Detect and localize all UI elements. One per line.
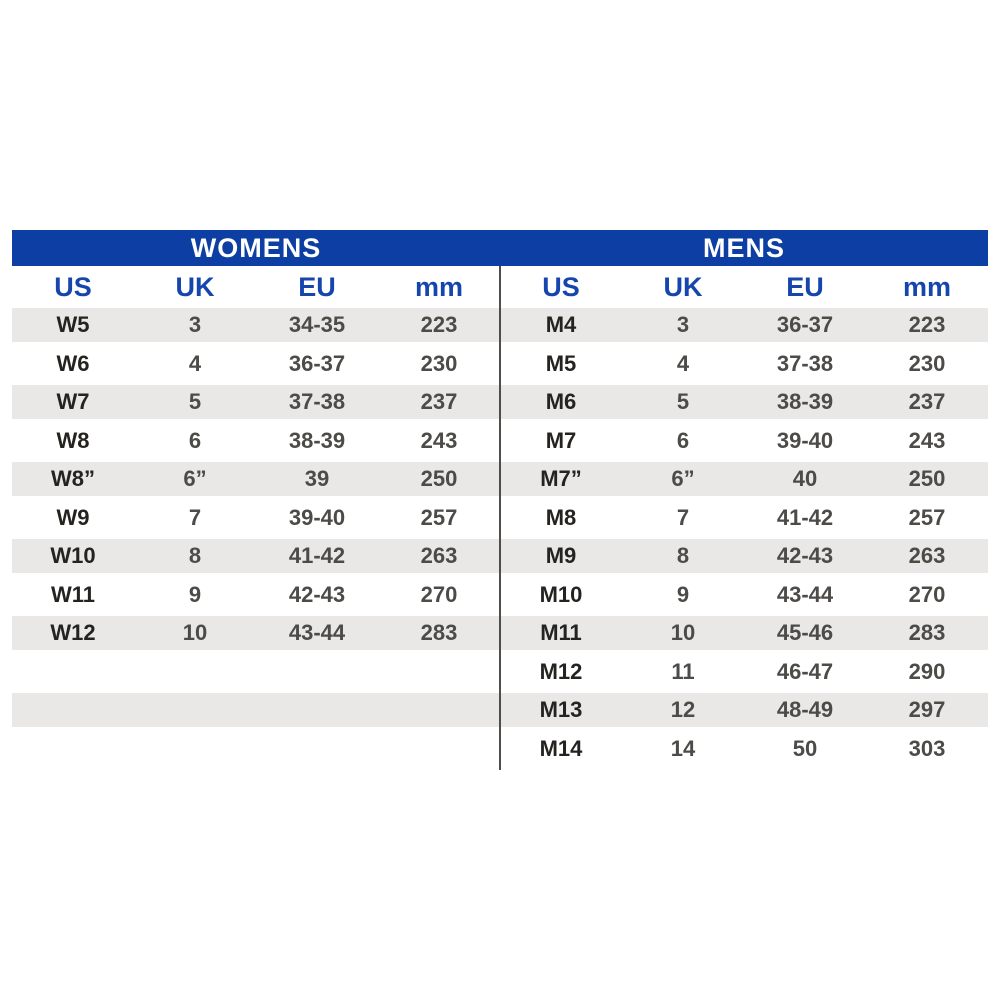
table-cell: 43-44: [776, 581, 834, 607]
table-cell: M5: [545, 350, 577, 376]
table-cell: 39: [304, 466, 330, 491]
table-cell: 223: [908, 312, 946, 337]
table-cell: 39-40: [776, 427, 834, 453]
column-header-eu: EU: [298, 271, 336, 302]
table-row: [500, 308, 988, 342]
column-header-us: US: [542, 271, 580, 302]
table-cell: 37-38: [288, 389, 346, 414]
mens-rows: [500, 308, 988, 766]
table-cell: 6: [676, 427, 690, 453]
table-cell: 230: [420, 350, 458, 376]
table-cell: 40: [792, 466, 818, 491]
womens-rows: [12, 308, 500, 727]
table-cell: 3: [676, 312, 690, 337]
table-cell: W9: [56, 504, 90, 530]
chart-body: [12, 266, 988, 770]
table-cell: W8”: [51, 466, 95, 491]
table-cell: 34-35: [288, 312, 346, 337]
table-row: [500, 732, 988, 766]
column-header-uk: UK: [663, 271, 703, 302]
table-cell: 38-39: [288, 427, 346, 453]
table-row: [500, 693, 988, 727]
table-row: [500, 578, 988, 612]
vertical-divider: [499, 266, 501, 770]
table-cell: 50: [792, 735, 818, 761]
table-cell: 263: [908, 543, 946, 568]
womens-table: [12, 266, 500, 770]
table-cell: 8: [676, 543, 690, 568]
table-cell: 250: [908, 466, 946, 491]
table-cell: W8: [56, 427, 90, 453]
table-cell: 250: [420, 466, 458, 491]
womens-section-title: WOMENS: [190, 232, 322, 263]
table-cell: 7: [188, 504, 202, 530]
table-row-empty: [12, 693, 500, 727]
table-cell: 290: [908, 658, 946, 684]
table-cell: 230: [908, 350, 946, 376]
table-cell: 5: [188, 389, 202, 414]
table-cell: 38-39: [776, 389, 834, 414]
table-cell: 4: [188, 350, 202, 376]
table-cell: M6: [545, 389, 577, 414]
table-cell: 11: [671, 658, 695, 684]
table-cell: M11: [540, 620, 582, 645]
table-cell: 36-37: [288, 350, 346, 376]
table-cell: 39-40: [288, 504, 346, 530]
table-cell: W6: [56, 350, 90, 376]
table-cell: 6”: [671, 466, 695, 491]
table-row: [500, 385, 988, 419]
table-row: [500, 424, 988, 458]
table-cell: 48-49: [776, 697, 834, 722]
table-cell: 237: [908, 389, 946, 414]
table-cell: 8: [188, 543, 202, 568]
table-cell: 12: [670, 697, 696, 722]
table-cell: W11: [50, 581, 96, 607]
table-cell: 243: [908, 427, 946, 453]
table-cell: 3: [188, 312, 202, 337]
table-cell: 45-46: [776, 620, 834, 645]
table-cell: 41-42: [776, 504, 834, 530]
table-cell: 223: [420, 312, 458, 337]
table-cell: 42-43: [288, 581, 346, 607]
table-row: [500, 539, 988, 573]
table-row: [500, 462, 988, 496]
mens-table: [500, 266, 988, 770]
table-row: [12, 616, 500, 650]
column-header-eu: EU: [786, 271, 824, 302]
table-cell: 6: [188, 427, 202, 453]
table-cell: 7: [676, 504, 690, 530]
table-cell: W7: [56, 389, 90, 414]
table-cell: 10: [670, 620, 696, 645]
table-cell: 263: [420, 543, 458, 568]
table-cell: 283: [908, 620, 946, 645]
table-cell: 9: [676, 581, 690, 607]
column-header-uk: UK: [175, 271, 215, 302]
table-cell: 243: [420, 427, 458, 453]
table-row: [12, 501, 500, 535]
table-cell: 237: [420, 389, 458, 414]
table-cell: 42-43: [776, 543, 834, 568]
table-cell: W10: [50, 543, 96, 568]
table-row: [500, 347, 988, 381]
table-cell: 257: [420, 504, 458, 530]
table-cell: 9: [188, 581, 202, 607]
table-cell: M12: [539, 658, 583, 684]
table-row: [12, 385, 500, 419]
table-cell: W12: [50, 620, 96, 645]
table-cell: 257: [908, 504, 946, 530]
table-cell: M7”: [540, 466, 582, 491]
column-header-mm: mm: [414, 271, 463, 302]
table-cell: M7: [545, 427, 577, 453]
table-row: [500, 616, 988, 650]
table-cell: 14: [670, 735, 696, 761]
table-cell: M8: [545, 504, 577, 530]
table-row: [12, 462, 500, 496]
table-cell: 36-37: [776, 312, 834, 337]
table-cell: 46-47: [776, 658, 834, 684]
table-cell: 37-38: [776, 350, 834, 376]
table-cell: 43-44: [288, 620, 346, 645]
table-cell: M4: [545, 312, 577, 337]
section-title-bar: [12, 230, 988, 266]
table-cell: 297: [908, 697, 946, 722]
table-row: [12, 308, 500, 342]
table-cell: 10: [182, 620, 208, 645]
shoe-size-chart: [12, 230, 988, 770]
womens-column-headers: [12, 266, 500, 308]
table-row-empty: [12, 655, 500, 689]
table-cell: W5: [56, 312, 90, 337]
table-cell: 270: [420, 581, 458, 607]
mens-section-title: MENS: [702, 232, 785, 263]
table-cell: M14: [539, 735, 583, 761]
table-row: [12, 578, 500, 612]
table-cell: 303: [908, 735, 946, 761]
column-header-us: US: [54, 271, 92, 302]
table-row: [500, 655, 988, 689]
table-cell: 283: [420, 620, 458, 645]
table-cell: M9: [545, 543, 577, 568]
table-cell: M13: [539, 697, 583, 722]
mens-column-headers: [500, 266, 988, 308]
table-cell: M10: [539, 581, 583, 607]
column-header-mm: mm: [902, 271, 951, 302]
table-cell: 41-42: [288, 543, 346, 568]
table-cell: 6”: [183, 466, 207, 491]
table-row: [500, 501, 988, 535]
table-cell: 5: [676, 389, 690, 414]
table-row: [12, 347, 500, 381]
table-cell: 4: [676, 350, 690, 376]
table-row: [12, 424, 500, 458]
table-cell: 270: [908, 581, 946, 607]
table-row: [12, 539, 500, 573]
